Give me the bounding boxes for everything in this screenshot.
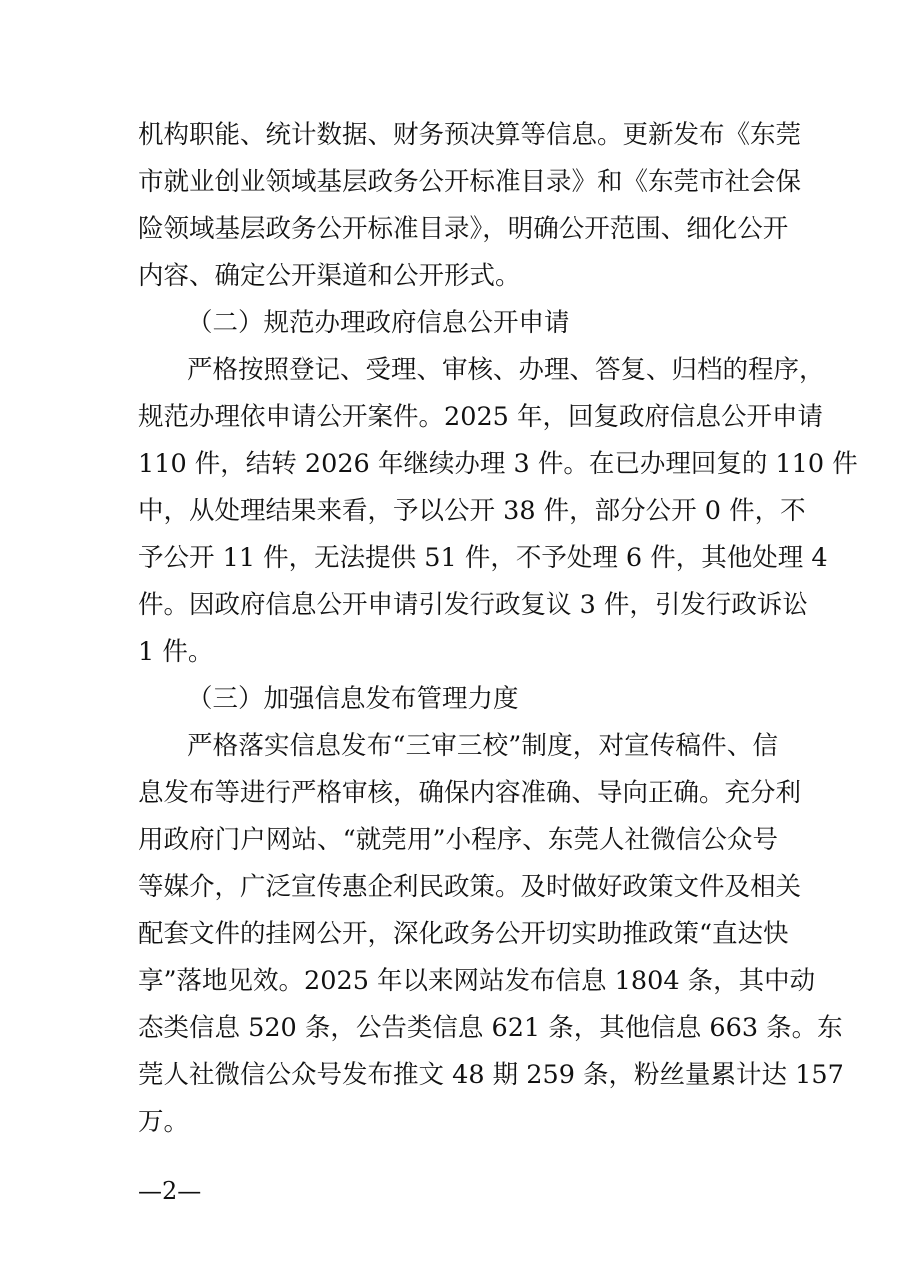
paragraph-line: 万。 xyxy=(138,1107,190,1137)
paragraph-line: 等媒介，广泛宣传惠企利民政策。及时做好政策文件及相关 xyxy=(138,872,802,902)
paragraph-line: 险领域基层政务公开标准目录》，明确公开范围、细化公开 xyxy=(138,214,789,244)
paragraph-line: 1 件。 xyxy=(138,637,214,667)
paragraph-line: 享”落地见效。2025 年以来网站发布信息 1804 条，其中动 xyxy=(138,966,816,996)
paragraph-line: 严格按照登记、受理、审核、办理、答复、归档的程序， xyxy=(187,355,825,385)
paragraph-line: 内容、确定公开渠道和公开形式。 xyxy=(138,261,521,291)
section-heading: （二）规范办理政府信息公开申请 xyxy=(187,308,570,338)
paragraph-line: 用政府门户网站、“就莞用”小程序、东莞人社微信公众号 xyxy=(138,825,778,855)
paragraph-line: 件。因政府信息公开申请引发行政复议 3 件，引发行政诉讼 xyxy=(138,590,808,620)
paragraph-line: 配套文件的挂网公开，深化政务公开切实助推政策“直达快 xyxy=(138,919,789,949)
paragraph-line: 严格落实信息发布“三审三校”制度，对宣传稿件、信 xyxy=(187,731,778,761)
paragraph-line: 规范办理依申请公开案件。2025 年，回复政府信息公开申请 xyxy=(138,402,824,432)
paragraph-line: 市就业创业领域基层政务公开标准目录》和《东莞市社会保 xyxy=(138,167,802,197)
section-heading: （三）加强信息发布管理力度 xyxy=(187,684,519,714)
paragraph-line: 态类信息 520 条，公告类信息 621 条，其他信息 663 条。东 xyxy=(138,1013,843,1043)
page-number: —2— xyxy=(138,1177,202,1205)
paragraph-line: 机构职能、统计数据、财务预决算等信息。更新发布《东莞 xyxy=(138,120,802,150)
paragraph-line: 予公开 11 件，无法提供 51 件，不予处理 6 件，其他处理 4 xyxy=(138,543,828,573)
paragraph-line: 莞人社微信公众号发布推文 48 期 259 条，粉丝量累计达 157 xyxy=(138,1060,844,1090)
paragraph-line: 中，从处理结果来看，予以公开 38 件，部分公开 0 件，不 xyxy=(138,496,806,526)
paragraph-line: 息发布等进行严格审核，确保内容准确、导向正确。充分利 xyxy=(138,778,802,808)
paragraph-line: 110 件，结转 2026 年继续办理 3 件。在已办理回复的 110 件 xyxy=(138,449,858,479)
